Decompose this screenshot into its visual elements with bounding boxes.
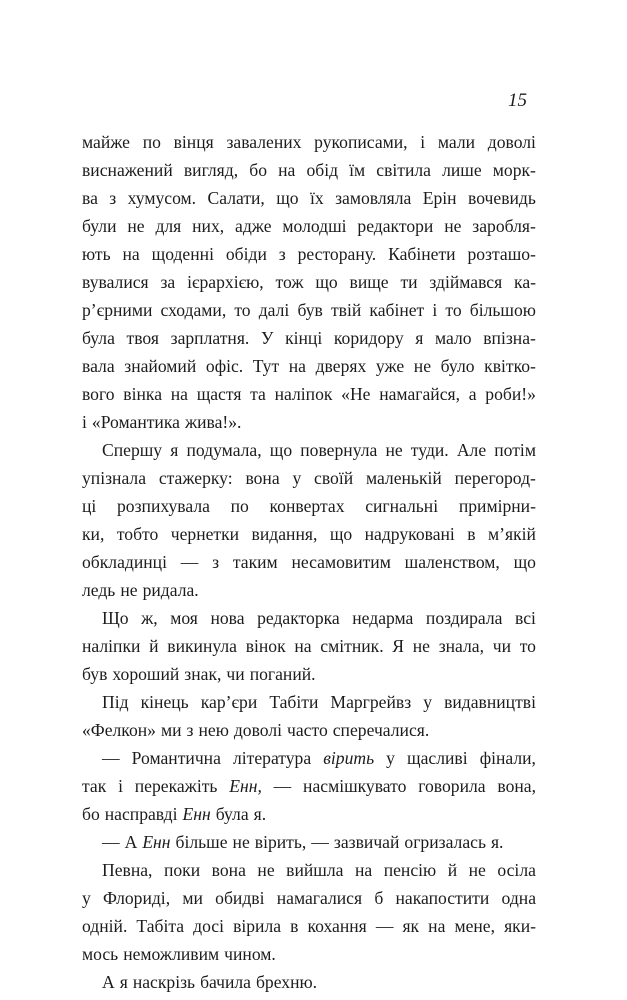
word: як <box>402 916 420 936</box>
word: обід <box>306 160 339 180</box>
word: бо <box>82 804 100 824</box>
word: впізна- <box>483 328 536 348</box>
word: «Фелкон» <box>82 720 156 740</box>
word: ієрархією, <box>187 272 264 292</box>
word: кінець <box>140 692 189 712</box>
word: вийшла <box>286 860 344 880</box>
word: мало <box>435 328 472 348</box>
word: недарма <box>352 608 414 628</box>
text-line <box>82 464 536 492</box>
text-line <box>82 324 536 352</box>
word: ці <box>82 496 97 516</box>
word: я <box>119 972 128 992</box>
word: не <box>257 860 275 880</box>
word: вочевидь <box>468 188 536 208</box>
word: вінка <box>123 384 162 404</box>
word: намагайся, <box>379 384 460 404</box>
text-line <box>82 772 536 800</box>
text-line <box>82 688 536 716</box>
word: були <box>82 216 117 236</box>
word: ка- <box>514 272 536 292</box>
word: бачила <box>200 972 251 992</box>
word: Енн, <box>229 776 262 796</box>
word: нова <box>210 608 245 628</box>
word: не <box>120 580 138 600</box>
word: розпихувала <box>117 496 210 516</box>
word: нею <box>198 720 229 740</box>
text-line <box>82 240 536 268</box>
word: обкладинці <box>82 552 167 572</box>
text-line <box>82 184 536 212</box>
word: м’якій <box>488 524 536 544</box>
text-line <box>82 268 536 296</box>
word: — <box>311 832 329 852</box>
word: моя <box>170 608 198 628</box>
word: їх <box>310 188 324 208</box>
text-line <box>82 632 536 660</box>
word: поки <box>163 860 201 880</box>
word: — <box>375 916 394 936</box>
word: вала <box>82 356 115 376</box>
word: Флориді, <box>103 888 171 908</box>
word: примірни- <box>458 496 536 516</box>
word: уже <box>375 356 405 376</box>
word: а <box>468 384 477 404</box>
word: часто <box>287 720 328 740</box>
word: не <box>444 216 462 236</box>
word: упізнала <box>82 468 147 488</box>
word: я. <box>253 804 267 824</box>
word: у <box>292 468 302 488</box>
text-line <box>82 520 536 548</box>
word: Маргрейвз <box>330 692 412 712</box>
word: брехню. <box>255 972 318 992</box>
word: редакторка <box>257 608 340 628</box>
word: неможливим <box>123 944 220 964</box>
word: вірить <box>323 748 375 768</box>
word: ми <box>160 720 182 740</box>
text-line <box>82 380 536 408</box>
word: я <box>170 440 179 460</box>
word: була <box>82 328 115 348</box>
word: та <box>250 384 266 404</box>
word: майже <box>82 132 130 152</box>
word: за <box>160 272 176 292</box>
word: смітник. <box>320 636 384 656</box>
word: подумала, <box>186 440 262 460</box>
word: морк- <box>492 160 536 180</box>
word: доволі <box>487 132 536 152</box>
word: вінок <box>245 636 286 656</box>
word: щасливі <box>407 748 468 768</box>
word: насмішкувато <box>303 776 407 796</box>
word: вінця <box>173 132 214 152</box>
word: Романтична <box>131 748 221 768</box>
word: вона, <box>497 776 536 796</box>
word: далі <box>258 300 290 320</box>
word: я. <box>490 832 504 852</box>
word: дверях <box>315 356 367 376</box>
word: туди. <box>410 440 449 460</box>
word: доволі <box>233 720 283 740</box>
word: своїй <box>314 468 354 488</box>
word: «Романтика <box>91 412 180 432</box>
text-line <box>82 352 536 380</box>
word: на <box>354 860 373 880</box>
word: них, <box>192 216 225 236</box>
word: вірить, <box>254 832 307 852</box>
word: кінці <box>285 328 323 348</box>
text-line <box>82 492 536 520</box>
word: мене, <box>454 916 496 936</box>
word: ледь <box>82 580 116 600</box>
text-line <box>82 128 536 156</box>
word: говорила <box>418 776 486 796</box>
word: і <box>82 412 87 432</box>
word: не <box>232 832 250 852</box>
word: стажерку: <box>158 468 233 488</box>
word: світила <box>376 160 431 180</box>
word: в <box>290 916 299 936</box>
word: лише <box>442 160 482 180</box>
word: чи <box>226 664 245 684</box>
word: мось <box>82 944 119 964</box>
word: А <box>124 832 138 852</box>
word: й <box>447 860 458 880</box>
word: поганий. <box>249 664 316 684</box>
word: сперечалися. <box>332 720 430 740</box>
word: ж, <box>141 608 158 628</box>
word: ють <box>82 244 111 264</box>
word: то <box>445 300 462 320</box>
word: повернула <box>300 440 378 460</box>
word: по <box>142 132 161 152</box>
word: конвертах <box>269 496 345 516</box>
body-text <box>82 128 536 996</box>
word: завалених <box>226 132 302 152</box>
word: викинула <box>167 636 237 656</box>
word: ридала. <box>142 580 199 600</box>
word: знайомий <box>124 356 197 376</box>
word: обіди <box>225 244 267 264</box>
word: Енн <box>142 832 171 852</box>
word: — <box>102 832 120 852</box>
word: Табіта <box>136 916 185 936</box>
word: то <box>234 300 251 320</box>
word: так <box>82 776 107 796</box>
word: тобто <box>116 524 159 544</box>
word: чином. <box>224 944 276 964</box>
word: заробля- <box>472 216 536 236</box>
word: що <box>315 272 338 292</box>
word: тож <box>275 272 304 292</box>
word: була <box>215 804 249 824</box>
word: Енн <box>182 804 211 824</box>
text-line <box>82 156 536 184</box>
word: на <box>294 636 312 656</box>
word: вона <box>211 860 246 880</box>
word: здіймався <box>429 272 503 292</box>
word: було <box>440 356 475 376</box>
word: то <box>519 636 536 656</box>
word: література <box>232 748 312 768</box>
word: огризалась <box>404 832 486 852</box>
word: перекажіть <box>134 776 218 796</box>
word: з <box>109 188 117 208</box>
word: роби!» <box>485 384 536 404</box>
text-line <box>82 828 536 856</box>
word: видавництві <box>444 692 536 712</box>
word: не <box>385 440 403 460</box>
text-line <box>82 884 536 912</box>
word: жива!». <box>184 412 242 432</box>
word: ва <box>82 188 98 208</box>
word: у <box>386 748 395 768</box>
word: коридору <box>333 328 404 348</box>
word: на <box>288 356 306 376</box>
word: ки, <box>82 524 105 544</box>
word: мали <box>437 132 476 152</box>
word: і <box>432 300 438 320</box>
word: зарплатня. <box>170 328 250 348</box>
text-line <box>82 744 536 772</box>
word: щастя <box>196 384 242 404</box>
word: розташо- <box>467 244 536 264</box>
word: у <box>82 888 91 908</box>
word: був <box>82 664 108 684</box>
text-line <box>82 716 536 744</box>
word: У <box>260 328 274 348</box>
word: у <box>423 692 433 712</box>
text-line <box>82 548 536 576</box>
word: на <box>278 160 296 180</box>
word: вірила <box>233 916 282 936</box>
word: Ерін <box>422 188 457 208</box>
word: вувалися <box>82 272 149 292</box>
word: бо <box>249 160 267 180</box>
word: виснажений <box>82 160 173 180</box>
word: осіла <box>497 860 536 880</box>
word: наліпок <box>274 384 333 404</box>
word: вого <box>82 384 115 404</box>
word: пенсію <box>383 860 437 880</box>
word: молодші <box>282 216 347 236</box>
word: хумусом. <box>127 188 197 208</box>
word: і <box>420 132 426 152</box>
word: видання, <box>251 524 318 544</box>
word: Що <box>102 608 129 628</box>
word: фінали, <box>479 748 536 768</box>
word: кохання <box>307 916 367 936</box>
word: ми <box>182 888 203 908</box>
word: з <box>186 720 194 740</box>
word: на <box>170 384 188 404</box>
word: щоденні <box>151 244 214 264</box>
word: потім <box>494 440 536 460</box>
word: не <box>412 636 430 656</box>
word: твій <box>330 300 362 320</box>
word: наскрізь <box>132 972 196 992</box>
text-line <box>82 660 536 688</box>
word: ти <box>400 272 418 292</box>
word: що <box>276 188 299 208</box>
word: офіс. <box>205 356 244 376</box>
word: — <box>273 776 292 796</box>
word: Тут <box>252 356 280 376</box>
word: маленькій <box>365 468 442 488</box>
word: обидві <box>215 888 265 908</box>
word: Але <box>456 440 487 460</box>
word: яки- <box>504 916 536 936</box>
word: накапостити <box>395 888 490 908</box>
word: таким <box>232 552 278 572</box>
text-line <box>82 940 536 968</box>
word: адже <box>235 216 272 236</box>
word: сходами, <box>160 300 227 320</box>
word: кабінет <box>369 300 425 320</box>
word: вище <box>349 272 389 292</box>
word: більшою <box>469 300 536 320</box>
word: наліпки <box>82 636 141 656</box>
text-line <box>82 912 536 940</box>
word: Салати, <box>207 188 265 208</box>
text-line <box>82 212 536 240</box>
word: Кабінети <box>388 244 456 264</box>
word: одна <box>501 888 536 908</box>
text-line <box>82 436 536 464</box>
word: був <box>297 300 323 320</box>
word: перегород- <box>454 468 536 488</box>
word: вона <box>245 468 280 488</box>
text-line <box>82 604 536 632</box>
word: Певна, <box>102 860 153 880</box>
word: в <box>467 524 476 544</box>
text-line <box>82 800 536 828</box>
word: р’єрними <box>82 300 153 320</box>
word: одній. <box>82 916 128 936</box>
word: й <box>149 636 159 656</box>
word: всі <box>515 608 536 628</box>
word: квітко- <box>484 356 536 376</box>
word: і <box>118 776 123 796</box>
word: зазвичай <box>333 832 400 852</box>
word: ресторану. <box>297 244 377 264</box>
word: з <box>212 552 220 572</box>
word: редактори <box>357 216 434 236</box>
word: з <box>278 244 286 264</box>
word: на <box>428 916 446 936</box>
word: Табіти <box>269 692 319 712</box>
word: для <box>155 216 182 236</box>
word: їм <box>349 160 366 180</box>
word: знала, <box>438 636 485 656</box>
word: несамовитим <box>291 552 391 572</box>
word: надруковані <box>364 524 455 544</box>
word: Під <box>102 692 129 712</box>
word: більше <box>175 832 228 852</box>
word: вигляд, <box>183 160 239 180</box>
word: я <box>415 328 424 348</box>
text-line <box>82 856 536 884</box>
text-line <box>82 296 536 324</box>
word: Спершу <box>102 440 163 460</box>
word: не <box>468 860 486 880</box>
word: поздирала <box>425 608 503 628</box>
word: — <box>180 552 199 572</box>
word: А <box>102 972 115 992</box>
word: не <box>413 356 432 376</box>
word: на <box>122 244 140 264</box>
word: що <box>513 552 536 572</box>
word: сигнальні <box>365 496 439 516</box>
word: б <box>374 888 384 908</box>
text-line <box>82 576 536 604</box>
text-line <box>82 408 536 436</box>
word: що <box>329 524 353 544</box>
word: замовляла <box>335 188 412 208</box>
word: чи <box>492 636 511 656</box>
word: досі <box>193 916 225 936</box>
word: знак, <box>184 664 222 684</box>
word: кар’єри <box>200 692 258 712</box>
word: чернетки <box>170 524 240 544</box>
word: твоя <box>126 328 159 348</box>
word: рукописами, <box>314 132 408 152</box>
word: хороший <box>112 664 180 684</box>
word: «Не <box>341 384 371 404</box>
word: що <box>269 440 293 460</box>
word: не <box>127 216 145 236</box>
word: — <box>102 748 120 768</box>
word: по <box>230 496 249 516</box>
word: шаленством, <box>404 552 500 572</box>
word: намагалися <box>276 888 363 908</box>
text-line <box>82 968 536 996</box>
page-number: 15 <box>508 90 527 111</box>
word: насправді <box>104 804 178 824</box>
word: Я <box>392 636 405 656</box>
